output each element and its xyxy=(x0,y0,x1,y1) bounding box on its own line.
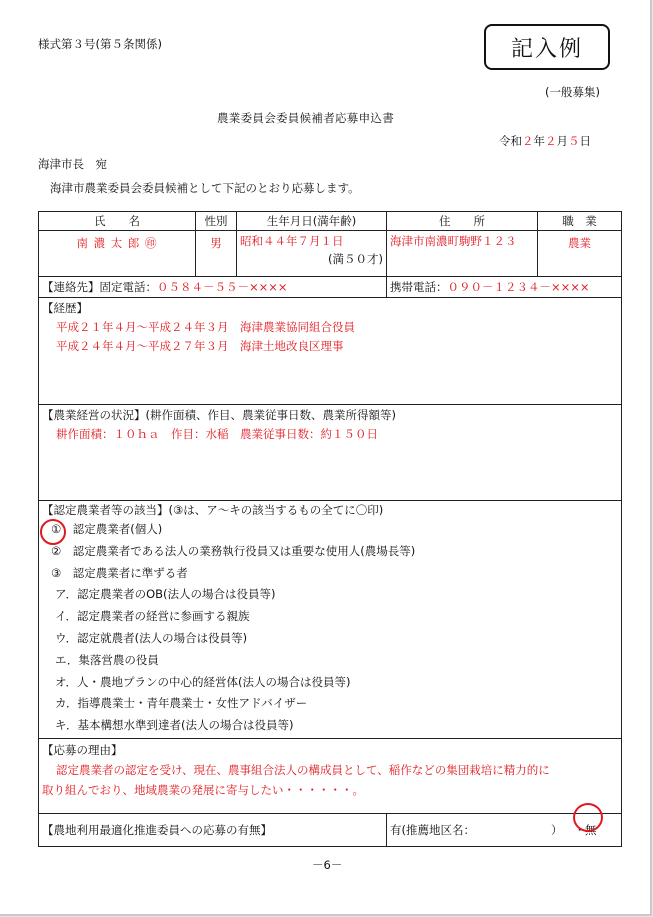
certified-section xyxy=(39,501,622,739)
mobile-number: ０９０－１２３４－×××× xyxy=(447,280,590,294)
selection-circle-marker xyxy=(40,519,66,545)
applicant-birth: 昭和４４年７月１日 xyxy=(240,234,344,248)
contact-mobile-cell xyxy=(387,277,622,298)
applicant-occupation: 農業 xyxy=(538,231,622,277)
page-number: －6－ xyxy=(312,858,343,872)
date-day: ５ xyxy=(568,134,580,148)
certified-sub-item: カ．指導農業士・青年農業士・女性アドバイザー xyxy=(55,696,308,711)
date-year-unit: 年 xyxy=(533,134,545,148)
certified-sub-item: ウ．認定就農者(法人の場合は役員等) xyxy=(55,630,248,645)
certified-sub-item: オ．人・農地プランの中心的経営体(法人の場合は役員等) xyxy=(55,674,351,689)
form-reference: 様式第３号(第５条関係) xyxy=(38,37,162,51)
contact-landline-cell xyxy=(39,277,387,298)
landline-number: ０５８４－５５－×××× xyxy=(157,280,288,294)
applicant-gender: 男 xyxy=(196,231,237,277)
header-birth: 生年月日(満年齢) xyxy=(237,212,387,231)
reason-text-line: 取り組んでおり、地域農業の発展に寄与したい・・・・・・。 xyxy=(42,782,364,797)
farm-value: 耕作面積：１０ｈａ 作目：水稲 農業従事日数：約１５０日 xyxy=(56,427,378,441)
selection-circle-marker xyxy=(573,803,603,832)
career-label: 【経歴】 xyxy=(42,301,88,315)
application-date xyxy=(499,133,591,149)
farm-label: 【農業経営の状況】(耕作面積、作目、農業従事日数、農業所得額等) xyxy=(42,408,396,422)
certified-item: ② 認定農業者である法人の業務執行役員又は重要な使用人(農場長等) xyxy=(51,543,416,558)
recruitment-category: (一般募集) xyxy=(545,85,600,99)
form-title: 農業委員会委員候補者応募申込書 xyxy=(217,111,394,125)
career-line: 平成２１年４月～平成２４年３月 海津農業協同組合役員 xyxy=(56,320,355,334)
header-occupation: 職 業 xyxy=(538,212,622,231)
applicant-birth-cell xyxy=(237,231,387,277)
date-year: ２ xyxy=(522,134,534,148)
header-address: 住 所 xyxy=(387,212,538,231)
committee-label: 【農地利用最適化推進委員への応募の有無】 xyxy=(39,813,387,846)
date-day-unit: 日 xyxy=(579,134,591,148)
certified-sub-item: イ．認定農業者の経営に参画する親族 xyxy=(55,609,250,624)
addressee: 海津市長 宛 xyxy=(38,157,107,171)
example-stamp: 記入例 xyxy=(484,24,610,70)
certified-item: ③ 認定農業者に準ずる者 xyxy=(51,565,188,580)
certified-label: 【認定農業者等の該当】(③は、ア～キの該当するもの全てに〇印) xyxy=(42,503,384,517)
applicant-age: (満５０才) xyxy=(328,252,383,266)
committee-separator: ・ xyxy=(574,822,586,837)
header-gender: 性別 xyxy=(196,212,237,231)
date-month: ２ xyxy=(545,134,557,148)
landline-label: 【連絡先】固定電話： xyxy=(42,280,157,294)
committee-paren: ） xyxy=(551,822,563,837)
farm-section xyxy=(39,405,622,501)
applicant-name: 南 濃 太 郎 ㊞ xyxy=(39,231,196,277)
certified-sub-item: キ．基本構想水準到達者(法人の場合は役員等) xyxy=(55,718,294,733)
header-name: 氏 名 xyxy=(39,212,196,231)
applicant-address: 海津市南濃町駒野１２３ xyxy=(387,231,538,277)
certified-item: ① 認定農業者(個人) xyxy=(51,522,163,536)
committee-no: 無 xyxy=(585,822,597,837)
certified-sub-item: ア．認定農業者のOB(法人の場合は役員等) xyxy=(55,587,276,602)
career-section xyxy=(39,298,622,405)
certified-sub-item: エ．集落営農の役員 xyxy=(55,652,159,667)
mobile-label: 携帯電話： xyxy=(390,280,448,294)
career-line: 平成２４年４月～平成２７年３月 海津土地改良区理事 xyxy=(56,339,344,353)
intro-text: 海津市農業委員会委員候補として下記のとおり応募します。 xyxy=(50,181,360,195)
committee-yes: 有(推薦地区名： xyxy=(390,822,475,837)
reason-text-line: 認定農業者の認定を受け、現在、農事組合法人の構成員として、稲作などの集団栽培に精力的に xyxy=(56,762,550,777)
date-month-unit: 月 xyxy=(556,134,568,148)
date-era: 令和 xyxy=(499,134,522,148)
reason-label: 【応募の理由】 xyxy=(42,742,123,757)
application-table xyxy=(38,211,622,847)
reason-section xyxy=(39,738,622,813)
